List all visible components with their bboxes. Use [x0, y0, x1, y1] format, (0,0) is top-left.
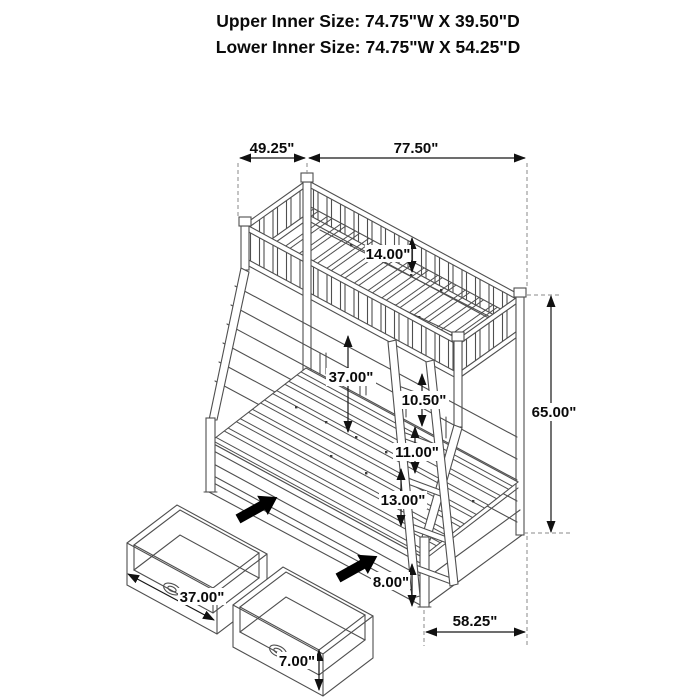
- dim-label: 13.00": [380, 492, 426, 509]
- dim-overall-depth-58-25: [424, 536, 527, 646]
- dim-top-width-77-50: [309, 140, 525, 158]
- dim-label: 8.00": [372, 574, 410, 591]
- title-block: [216, 11, 520, 57]
- title-lower-inner-size: Lower Inner Size: 74.75"W X 54.25"D: [215, 37, 521, 57]
- dim-label: 14.00": [365, 246, 411, 263]
- dim-label: 11.00": [395, 444, 439, 461]
- dim-floor-clearance-8-00: [371, 564, 412, 606]
- dim-label: 37.00": [328, 369, 374, 386]
- dim-label: 58.25": [452, 613, 498, 630]
- title-upper-inner-size: Upper Inner Size: 74.75"W X 39.50"D: [216, 11, 520, 31]
- dim-label: 49.25": [249, 140, 295, 157]
- dim-label: 77.50": [393, 140, 439, 157]
- storage-drawers: [127, 505, 373, 696]
- dim-label: 65.00": [531, 404, 577, 421]
- dim-label: 10.50": [401, 392, 447, 409]
- dim-label: 7.00": [278, 653, 316, 670]
- dim-label: 37.00": [179, 589, 225, 606]
- dim-overall-height-65-00: [524, 295, 579, 533]
